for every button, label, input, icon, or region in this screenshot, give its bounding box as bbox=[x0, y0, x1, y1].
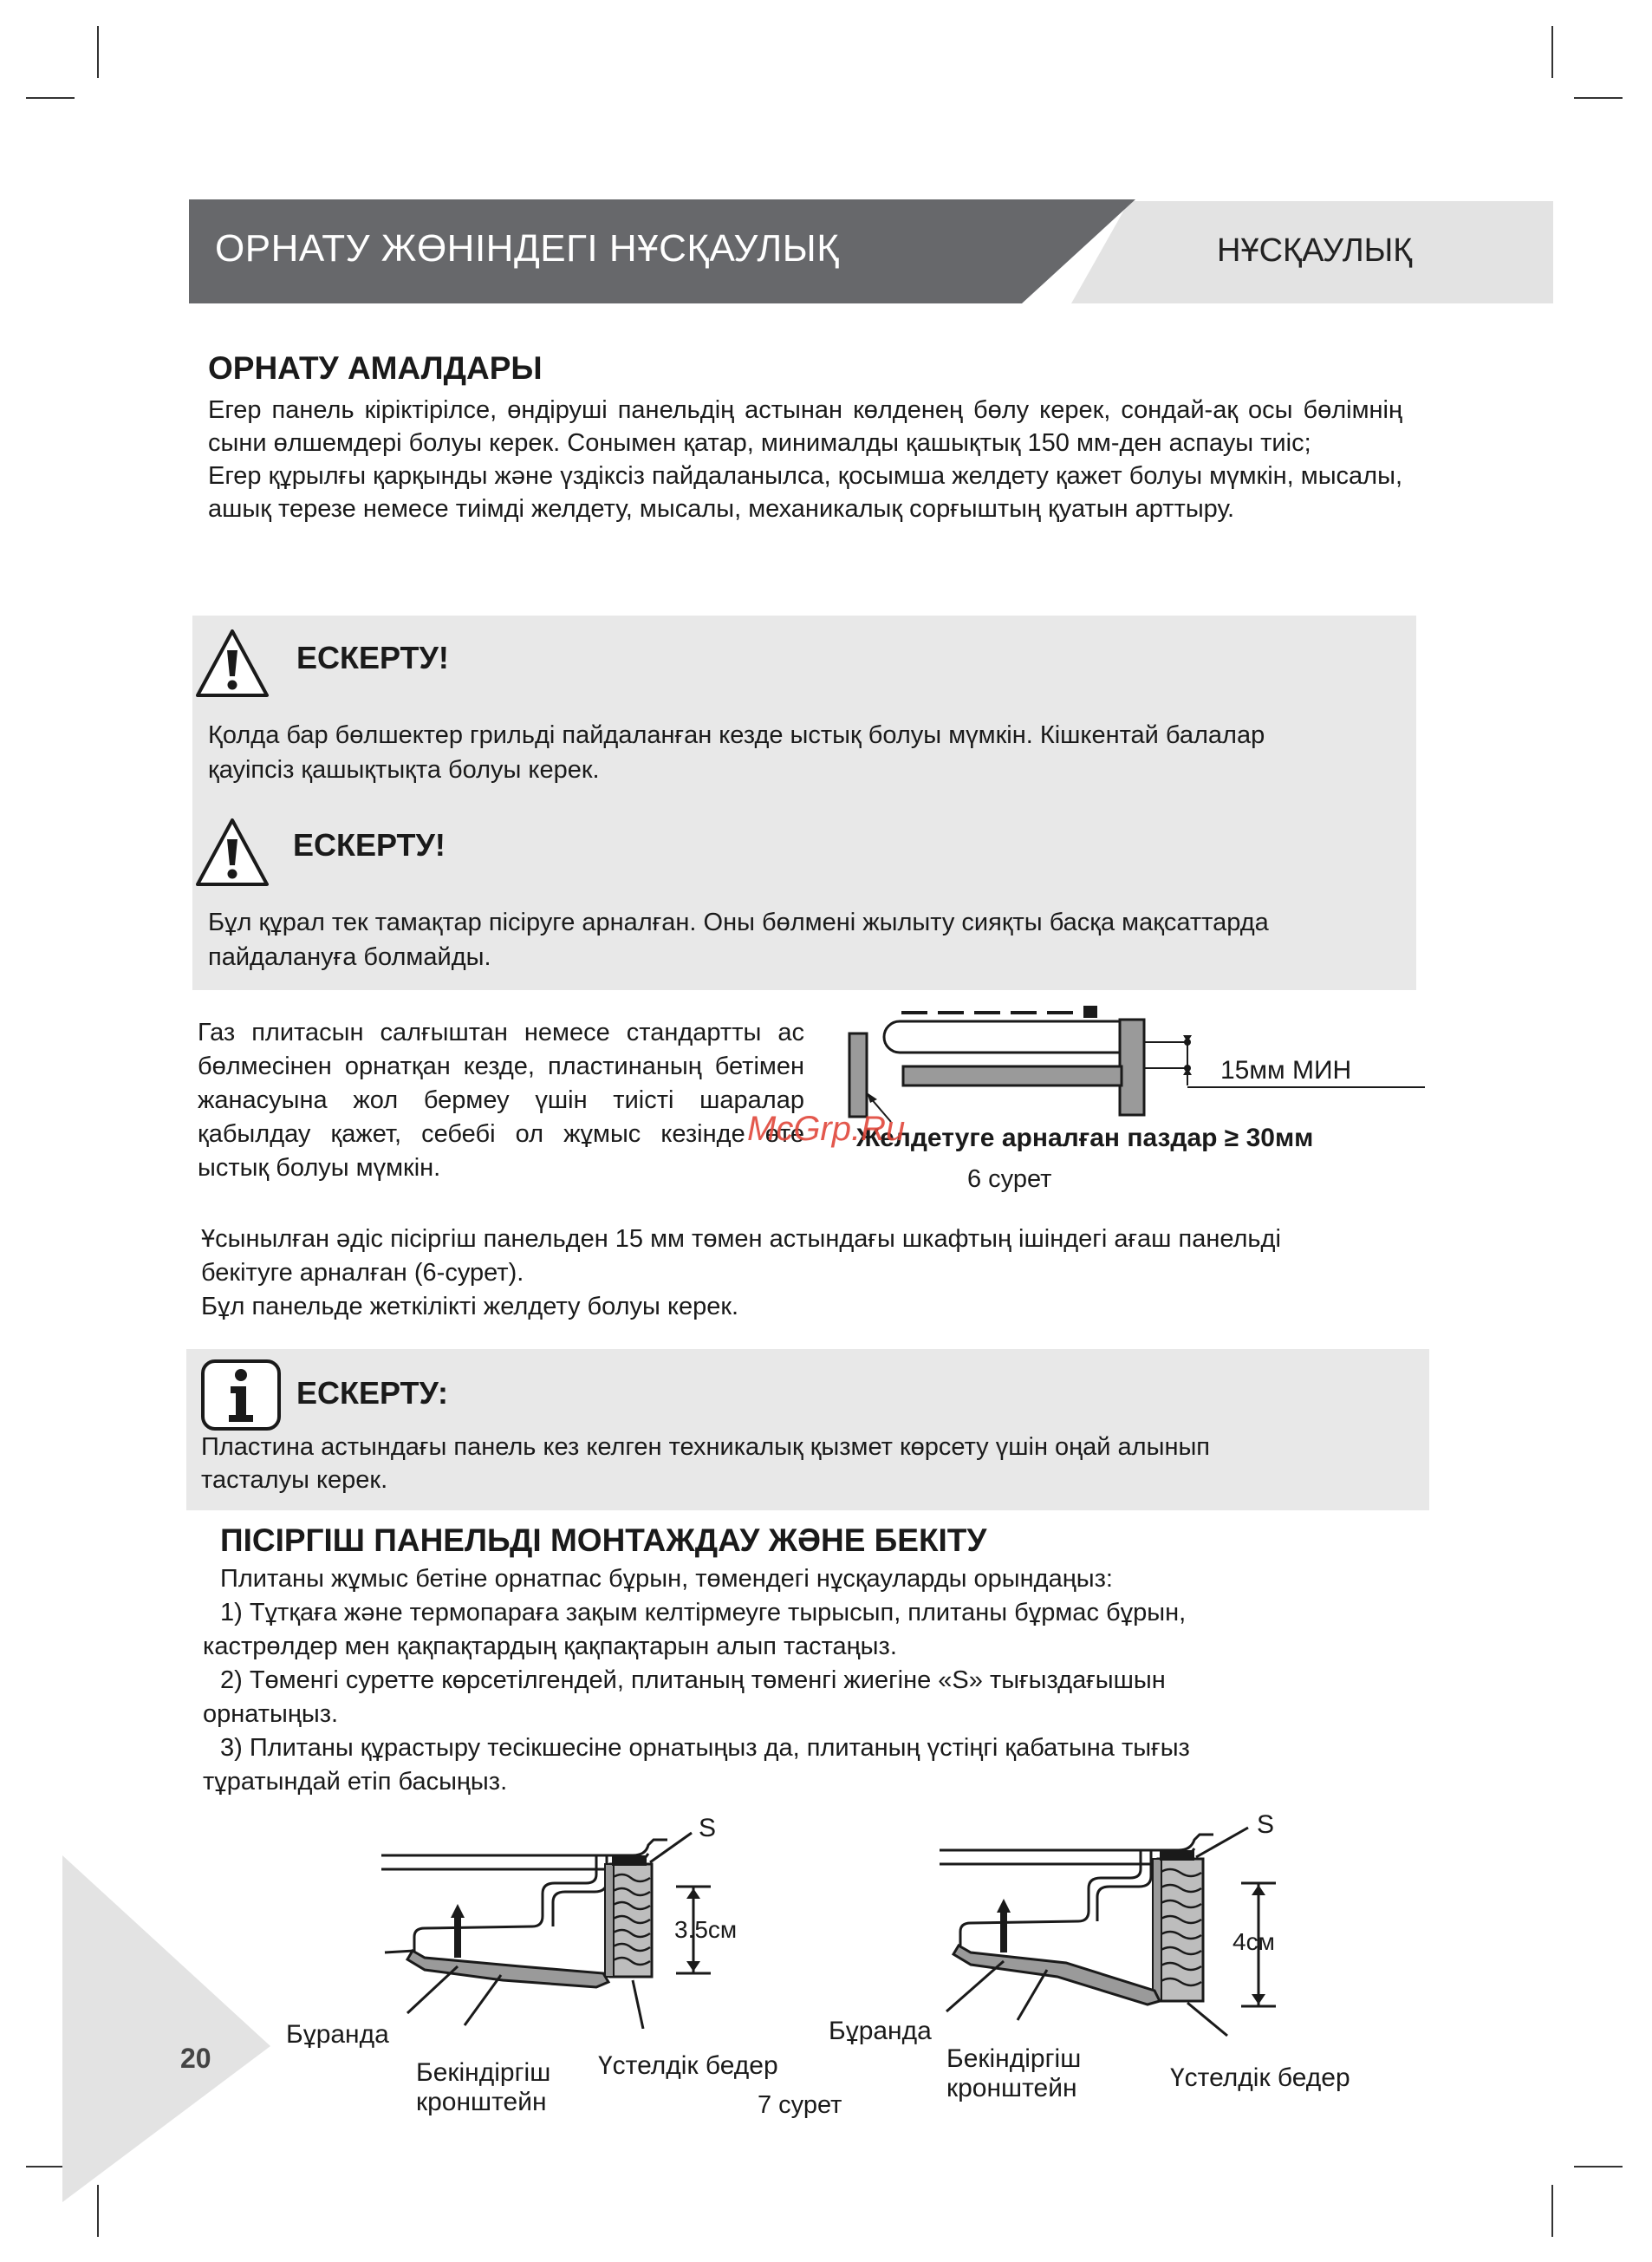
screw-label: Бұранда bbox=[829, 2017, 932, 2045]
mount-line: тұратындай етіп басыңыз. bbox=[203, 1768, 508, 1796]
mount-line: Плитаны жұмыс бетіне орнатпас бұрын, төмендегі нұсқауларды орындаңыз: bbox=[220, 1565, 1113, 1593]
frame-label: Үстелдік бедер bbox=[598, 2051, 778, 2080]
warning2-line2: пайдалануға болмайды. bbox=[208, 943, 491, 971]
screw-label: Бұранда bbox=[286, 2020, 389, 2049]
seal-s-label: S bbox=[699, 1814, 717, 1842]
figure6-caption: 6 сурет bbox=[967, 1165, 1052, 1193]
crop-mark bbox=[97, 26, 99, 78]
crop-mark bbox=[97, 2185, 99, 2237]
warning2-line1: Бұл құрал тек тамақтар пісіруге арналған. Оны бөлмені жылыту сияқты басқа мақсаттарда bbox=[208, 909, 1269, 936]
install-steps-p1: Егер панель кіріктірілсе, өндіруші панельдің астынан көлденең бөлу керек, сондай-ақ осы бөлімнің сыни өлшемдері болуы керек. Сонымен қатар, минималды қашықтық 150 мм-ден аспауы тиіс; bbox=[208, 396, 1402, 457]
gas-installation-text: Газ плитасын салғыштан немесе стандартты ас бөлмесінен орнатқан кезде, пластинаның бетімен жанасуына жол бермеу үшін тиісті шаралар қабылдау қажет, себебі ол жұмыс кезінде өте ыстық болуы мүмкін. bbox=[198, 1019, 804, 1182]
warning-triangle-icon bbox=[192, 815, 272, 890]
mount-instructions bbox=[203, 1562, 1190, 1799]
mount-title: ПІСІРГІШ ПАНЕЛЬДІ МОНТАЖДАУ ЖӘНЕ БЕКІТУ bbox=[220, 1522, 987, 1558]
warning2-text bbox=[208, 905, 1269, 975]
note-text bbox=[201, 1431, 1210, 1496]
vent-slots-label: Желдетуге арналған паздар ≥ 30мм bbox=[856, 1124, 1314, 1152]
mount-line: кастрөлдер мен қақпақтардың қақпақтарын алып тастаңыз. bbox=[203, 1633, 897, 1660]
dimension-right-label: 4см bbox=[1232, 1928, 1275, 1955]
bracket-label-line1: Бекіндіргіш bbox=[416, 2058, 551, 2087]
install-steps-title: ОРНАТУ АМАЛДАРЫ bbox=[208, 350, 543, 386]
mount-step3: 3) Плитаны құрастыру тесікшесіне орнатыңыз да, плитаның үстіңгі қабатына тығыз bbox=[220, 1734, 1190, 1762]
recommend-line1: Ұсынылған әдіс пісіргіш панельден 15 мм төмен астындағы шкафтың ішіндегі ағаш панельді bbox=[201, 1225, 1281, 1253]
bracket-label-line2: кронштейн bbox=[416, 2088, 547, 2116]
mount-line: орнатыңыз. bbox=[203, 1700, 339, 1728]
figure7-caption: 7 сурет bbox=[758, 2091, 842, 2119]
crop-mark bbox=[1574, 97, 1623, 99]
note-title: ЕСКЕРТУ: bbox=[296, 1375, 449, 1411]
crop-mark bbox=[1574, 2166, 1623, 2167]
install-steps-body bbox=[208, 394, 1402, 525]
install-steps-p2: Егер құрылғы қарқынды және үздіксіз пайдаланылса, қосымша желдету қажет болуы мүмкін, мысалы, ашық терезе немесе тиімді желдету, мысалы, механикалық сорғыштың қуатын арттыру. bbox=[208, 462, 1402, 523]
note-line2: тасталуы керек. bbox=[201, 1466, 388, 1494]
note-line1: Пластина астындағы панель кез келген техникалық қызмет көрсету үшін оңай алынып bbox=[201, 1433, 1211, 1461]
bracket-label-line1: Бекіндіргіш bbox=[946, 2044, 1082, 2073]
crop-mark bbox=[1551, 2185, 1553, 2237]
header-title: ОРНАТУ ЖӨНІНДЕГІ НҰСҚАУЛЫҚ bbox=[215, 227, 840, 270]
warning1-text bbox=[208, 718, 1265, 787]
mount-step2: 2) Төменгі суретте көрсетілгендей, плитаның төменгі жиегіне «S» тығыздағышын bbox=[220, 1666, 1166, 1694]
crop-mark bbox=[1551, 26, 1553, 78]
page-number-tab bbox=[62, 1855, 270, 2202]
bracket-label bbox=[416, 2058, 550, 2117]
header-section-label: НҰСҚАУЛЫҚ bbox=[1217, 232, 1413, 269]
warning1-line2: қауіпсіз қашықтықта болуы керек. bbox=[208, 756, 600, 784]
recommend-line2: бекітуге арналған (6-сурет). bbox=[201, 1259, 524, 1287]
bracket-label-line2: кронштейн bbox=[946, 2074, 1077, 2102]
bracket-label bbox=[946, 2044, 1081, 2103]
recommend-line3: Бұл панельде жеткілікті желдету болуы керек. bbox=[201, 1293, 739, 1320]
seal-s-label: S bbox=[1257, 1810, 1275, 1839]
dimension-left-label: 3.5см bbox=[674, 1916, 738, 1943]
min-distance-label: 15мм МИН bbox=[1220, 1056, 1352, 1085]
warning1-title: ЕСКЕРТУ! bbox=[296, 640, 449, 675]
warning1-line1: Қолда бар бөлшектер грильді пайдаланған кезде ыстық болуы мүмкін. Кішкентай балалар bbox=[208, 721, 1265, 749]
crop-mark bbox=[26, 97, 75, 99]
watermark: McGrp.Ru bbox=[747, 1110, 906, 1148]
info-icon bbox=[199, 1358, 283, 1432]
recommendation-text bbox=[201, 1222, 1281, 1324]
frame-label: Үстелдік бедер bbox=[1170, 2063, 1350, 2092]
warning-triangle-icon bbox=[192, 626, 272, 701]
page-number: 20 bbox=[180, 2043, 211, 2074]
warning2-title: ЕСКЕРТУ! bbox=[293, 827, 446, 863]
mount-step1: 1) Тұтқаға және термопараға зақым келтірмеуге тырысып, плитаны бұрмас бұрын, bbox=[220, 1599, 1187, 1626]
